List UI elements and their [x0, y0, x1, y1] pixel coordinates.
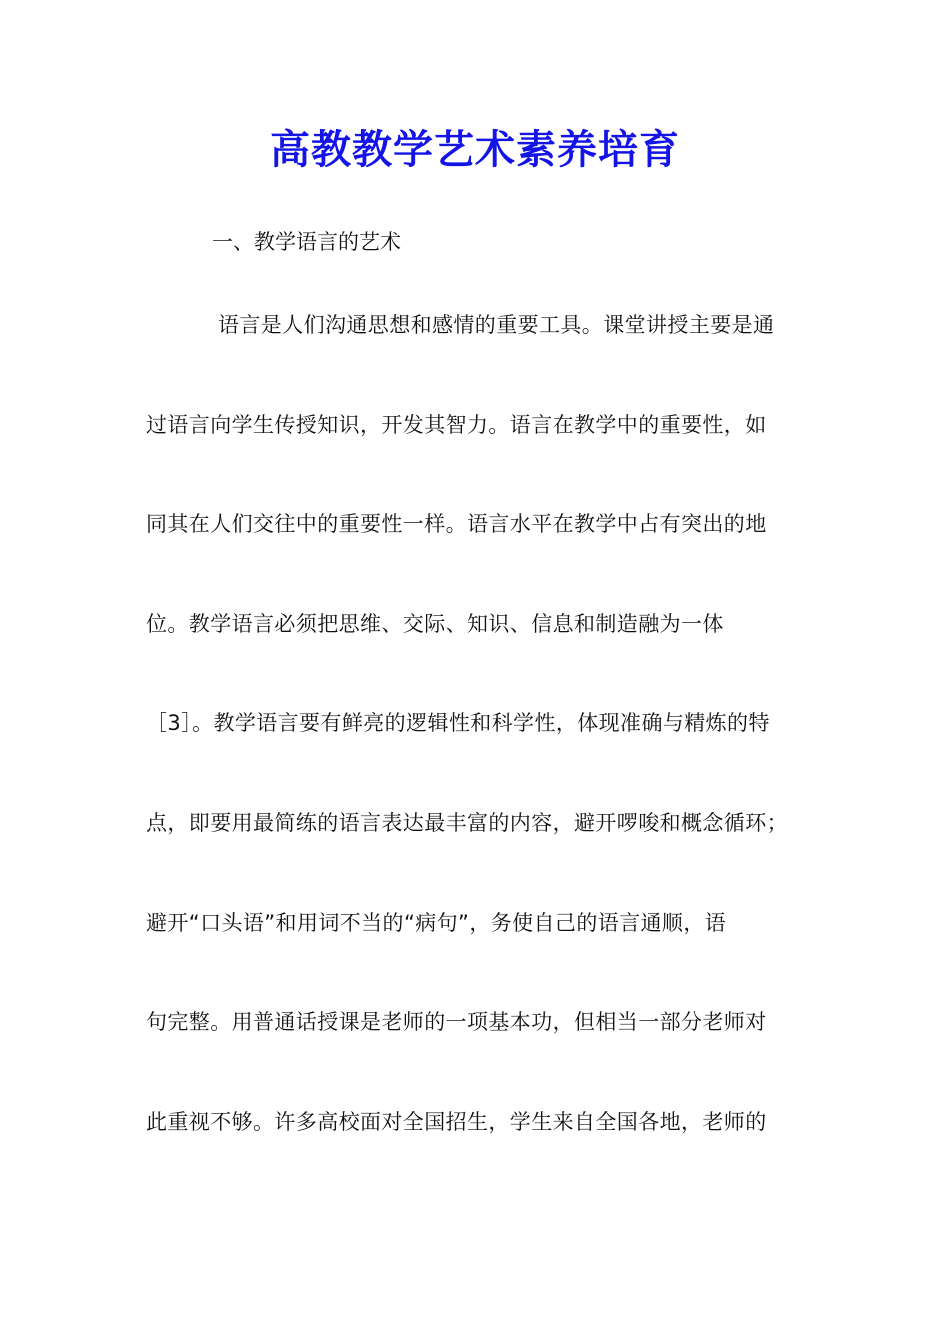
paragraph-line: 过语言向学生传授知识，开发其智力。语言在教学中的重要性，如	[146, 412, 767, 437]
section-heading: 一、教学语言的艺术	[212, 230, 401, 254]
document-title: 高教教学艺术素养培育	[270, 126, 680, 173]
paragraph-line: 避开“口头语”和用词不当的“病句”，务使自己的语言通顺，语	[146, 910, 727, 935]
paragraph-line: 此重视不够。许多高校面对全国招生，学生来自全国各地，老师的	[146, 1109, 767, 1134]
paragraph-line: 语言是人们沟通思想和感情的重要工具。课堂讲授主要是通	[218, 313, 775, 337]
body-paragraph	[146, 305, 826, 1201]
paragraph-line: 位。教学语言必须把思维、交际、知识、信息和制造融为一体	[146, 611, 724, 636]
paragraph-line: ［3］。教学语言要有鲜亮的逻辑性和科学性，体现准确与精炼的特	[146, 711, 770, 736]
paragraph-line: 句完整。用普通话授课是老师的一项基本功，但相当一部分老师对	[146, 1010, 767, 1035]
paragraph-line: 同其在人们交往中的重要性一样。语言水平在教学中占有突出的地	[146, 512, 767, 537]
paragraph-line: 点，即要用最简练的语言表达最丰富的内容，避开啰唆和概念循环；	[146, 810, 788, 835]
